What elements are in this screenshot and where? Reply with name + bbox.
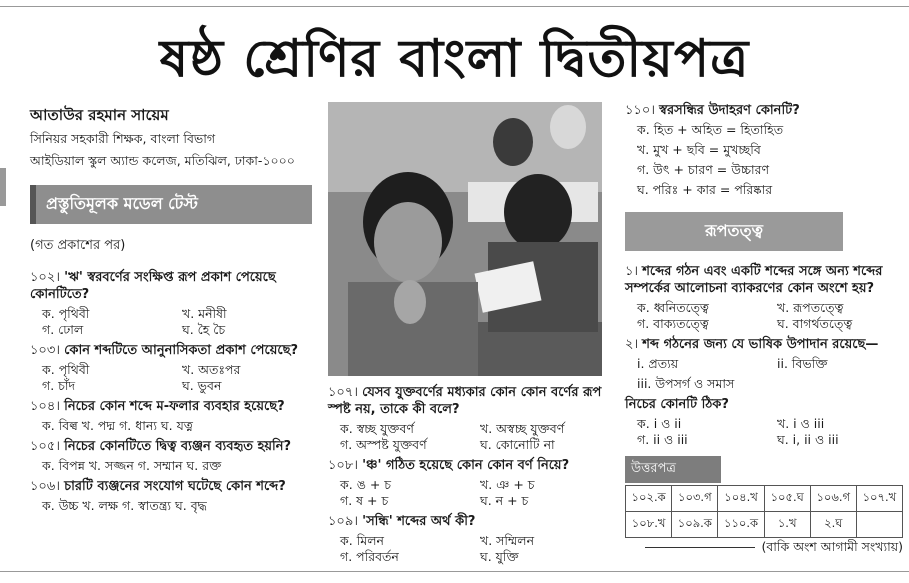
question-number: ১১০। bbox=[625, 103, 660, 118]
question-options bbox=[637, 416, 903, 448]
option: খ. i ও iii bbox=[777, 416, 825, 431]
option: ঘ. ন + চ bbox=[480, 493, 529, 508]
question bbox=[625, 263, 903, 297]
option: ক. স্বচ্ছ যুক্তবর্ণ bbox=[340, 421, 414, 436]
question-number: ২। bbox=[625, 337, 643, 352]
answer-row bbox=[626, 512, 903, 538]
question-options bbox=[340, 477, 604, 509]
question bbox=[625, 102, 903, 119]
question bbox=[328, 384, 604, 418]
option: i. প্রত্যয় bbox=[637, 356, 679, 371]
answer-cell: ১০৭.খ bbox=[856, 486, 902, 512]
question-number: ১০৭। bbox=[328, 385, 363, 400]
column-left bbox=[30, 104, 312, 518]
option: খ. সম্মিলন bbox=[480, 533, 535, 548]
question-text: 'ঞ্চ' গঠিত হয়েছে কোন কোন বর্ণ নিয়ে? bbox=[362, 458, 570, 473]
answer-cell: ১০৮.খ bbox=[626, 512, 672, 538]
option: iii. উপসর্গ ও সমাস bbox=[637, 376, 735, 391]
option: ক. ধ্বনিতত্ত্বে bbox=[637, 300, 709, 315]
author-institution: আইডিয়াল স্কুল অ্যান্ড কলেজ, মতিঝিল, ঢাকা-১০০০ bbox=[30, 153, 295, 168]
question-options-inline: ক. বিপন্ন খ. সজ্জন গ. সম্মান ঘ. রক্ত bbox=[42, 458, 222, 473]
option: খ. মুখ + ছবি = মুখচ্ছবি bbox=[637, 142, 761, 157]
classroom-photo-illustration bbox=[328, 102, 602, 376]
question-text: স্বরসন্ধির উদাহরণ কোনটি? bbox=[659, 103, 800, 118]
option: ঘ. ভুবন bbox=[182, 378, 222, 393]
author-name: আতাউর রহমান সায়েম bbox=[30, 106, 169, 124]
answer-cell: ১০৪.খ bbox=[718, 486, 764, 512]
option: খ. রূপতত্ত্বে bbox=[777, 300, 844, 315]
option: ক. পৃথিবী bbox=[42, 362, 90, 377]
section-heading-morphology: রূপতত্ত্ব bbox=[625, 212, 843, 251]
option: গ. ষ + চ bbox=[340, 493, 389, 508]
question-sub bbox=[625, 396, 903, 413]
answer-sheet-title: উত্তরপত্র bbox=[625, 456, 721, 483]
question bbox=[30, 438, 312, 455]
question-text: কোন শব্দটিতে আনুনাসিকতা প্রকাশ পেয়েছে? bbox=[64, 343, 298, 358]
question-options bbox=[42, 306, 312, 338]
question-text: শব্দের গঠন এবং একটি শব্দের সঙ্গে অন্য শব্দের সম্পর্কের আলোচনা ব্যাকরণের কোন অংশে হয়? bbox=[625, 264, 883, 296]
option: ক. পৃথিবী bbox=[42, 306, 90, 321]
question-options bbox=[340, 533, 604, 565]
question-text: নিচের কোনটিতে দ্বিত্ব ব্যঞ্জন ব্যবহৃত হয়নি? bbox=[64, 439, 292, 454]
option: ঘ. যুক্তি bbox=[480, 549, 519, 564]
option: ঘ. বাগর্থতত্ত্বে bbox=[777, 316, 853, 331]
question-number: ১০৮। bbox=[328, 458, 363, 473]
left-margin-bar bbox=[0, 168, 6, 206]
question-number: ১। bbox=[625, 264, 643, 279]
question-number: ১০৪। bbox=[30, 399, 65, 414]
option: ক. মিলন bbox=[340, 533, 384, 548]
answer-cell: ১০৩.গ bbox=[672, 486, 718, 512]
question bbox=[30, 398, 312, 415]
column-right bbox=[625, 102, 903, 538]
continued-note bbox=[625, 539, 903, 559]
question-text: নিচের কোন শব্দে ম-ফলার ব্যবহার হয়েছে? bbox=[64, 399, 285, 414]
column-middle bbox=[328, 384, 604, 569]
top-rule bbox=[0, 0, 909, 7]
option: ঘ. কোনোটি না bbox=[480, 437, 555, 452]
question-number: ১০৯। bbox=[328, 514, 363, 529]
question bbox=[30, 269, 312, 303]
bottom-rule bbox=[0, 571, 909, 572]
option: ii. বিভক্তি bbox=[777, 356, 828, 371]
author-designation: সিনিয়র সহকারী শিক্ষক, বাংলা বিভাগ bbox=[30, 131, 216, 146]
question-text: যেসব যুক্তবর্ণের মধ্যকার কোন কোন বর্ণের রূপ স্পষ্ট নয়, তাকে কী বলে? bbox=[328, 385, 602, 417]
question-text: 'সন্ধি' শব্দের অর্থ কী? bbox=[362, 514, 476, 529]
question-subtext: নিচের কোনটি ঠিক? bbox=[625, 397, 729, 412]
option: গ. পরিবর্তন bbox=[340, 549, 399, 564]
answer-cell: ১.খ bbox=[764, 512, 810, 538]
section-heading-model-test: প্রস্তুতিমূলক মডেল টেস্ট bbox=[30, 185, 312, 224]
question bbox=[328, 513, 604, 530]
answer-cell: ১০৫.ঘ bbox=[764, 486, 810, 512]
page-title: ষষ্ঠ শ্রেণির বাংলা দ্বিতীয়পত্র bbox=[159, 28, 750, 89]
option: গ. অস্পষ্ট যুক্তবর্ণ bbox=[340, 437, 427, 452]
option: ক. ঙ + চ bbox=[340, 477, 392, 492]
answer-cell bbox=[856, 512, 902, 538]
question-number: ১০৬। bbox=[30, 479, 65, 494]
question-number: ১০২। bbox=[30, 270, 65, 285]
previous-note: (গত প্রকাশের পর) bbox=[30, 238, 126, 253]
question bbox=[625, 336, 903, 353]
continued-text: (বাকি অংশ আগামী সংখ্যায়) bbox=[761, 539, 903, 554]
answer-table bbox=[625, 485, 903, 538]
question-options bbox=[637, 300, 903, 332]
option: ক. হিত + অহিত = হিতাহিত bbox=[637, 122, 784, 137]
question-number: ১০৩। bbox=[30, 343, 65, 358]
question bbox=[30, 478, 312, 495]
option: গ. উৎ + চারণ = উচ্চারণ bbox=[637, 162, 770, 177]
answer-cell: ১১০.ক bbox=[718, 512, 764, 538]
answer-cell: ২.ঘ bbox=[810, 512, 856, 538]
answer-row bbox=[626, 486, 903, 512]
option: গ. ঢোল bbox=[42, 322, 84, 337]
question-options bbox=[637, 356, 903, 372]
option: খ. অস্বচ্ছ যুক্তবর্ণ bbox=[480, 421, 565, 436]
option: ঘ. পরিঃ + কার = পরিষ্কার bbox=[637, 182, 773, 197]
option: খ. অতঃপর bbox=[182, 362, 241, 377]
question-text: 'ঋ' স্বরবর্ণের সংক্ষিপ্ত রূপ প্রকাশ পেয়েছে কোনটিতে? bbox=[30, 270, 276, 302]
question-list-middle bbox=[328, 384, 604, 565]
option: ঘ. i, ii ও iii bbox=[777, 432, 839, 447]
question-options bbox=[340, 421, 604, 453]
question-options-inline: ক. বিল্ব খ. পদ্ম গ. ধান্য ঘ. যত্ন bbox=[42, 418, 193, 433]
question-number: ১০৫। bbox=[30, 439, 65, 454]
answer-cell: ১০২.ক bbox=[626, 486, 672, 512]
question-text: চারটি ব্যঞ্জনের সংযোগ ঘটেছে কোন শব্দে? bbox=[64, 479, 286, 494]
question-list-right-2 bbox=[625, 263, 903, 448]
answer-cell: ১০৯.ক bbox=[672, 512, 718, 538]
question-options-inline: ক. উচ্চ খ. লক্ষ গ. স্বাতন্ত্র্য ঘ. বৃদ্ধ bbox=[42, 498, 207, 513]
option: খ. মনীষী bbox=[182, 306, 227, 321]
option: গ. চাঁদ bbox=[42, 378, 76, 393]
option: ঘ. হৈ চৈ bbox=[182, 322, 226, 337]
answer-cell: ১০৬.গ bbox=[810, 486, 856, 512]
option: গ. বাক্যতত্ত্বে bbox=[637, 316, 709, 331]
option: ক. i ও ii bbox=[637, 416, 682, 431]
option: খ. ঞ + চ bbox=[480, 477, 535, 492]
question-options bbox=[42, 362, 312, 394]
question-list-left bbox=[30, 269, 312, 514]
question-list-right bbox=[625, 102, 903, 198]
classroom-photo bbox=[328, 102, 602, 376]
question bbox=[328, 457, 604, 474]
footer-rule bbox=[645, 547, 755, 548]
option: গ. ii ও iii bbox=[637, 432, 688, 447]
question-text: শব্দ গঠনের জন্য যে ভাষিক উপাদান রয়েছে— bbox=[642, 337, 879, 352]
question bbox=[30, 342, 312, 359]
